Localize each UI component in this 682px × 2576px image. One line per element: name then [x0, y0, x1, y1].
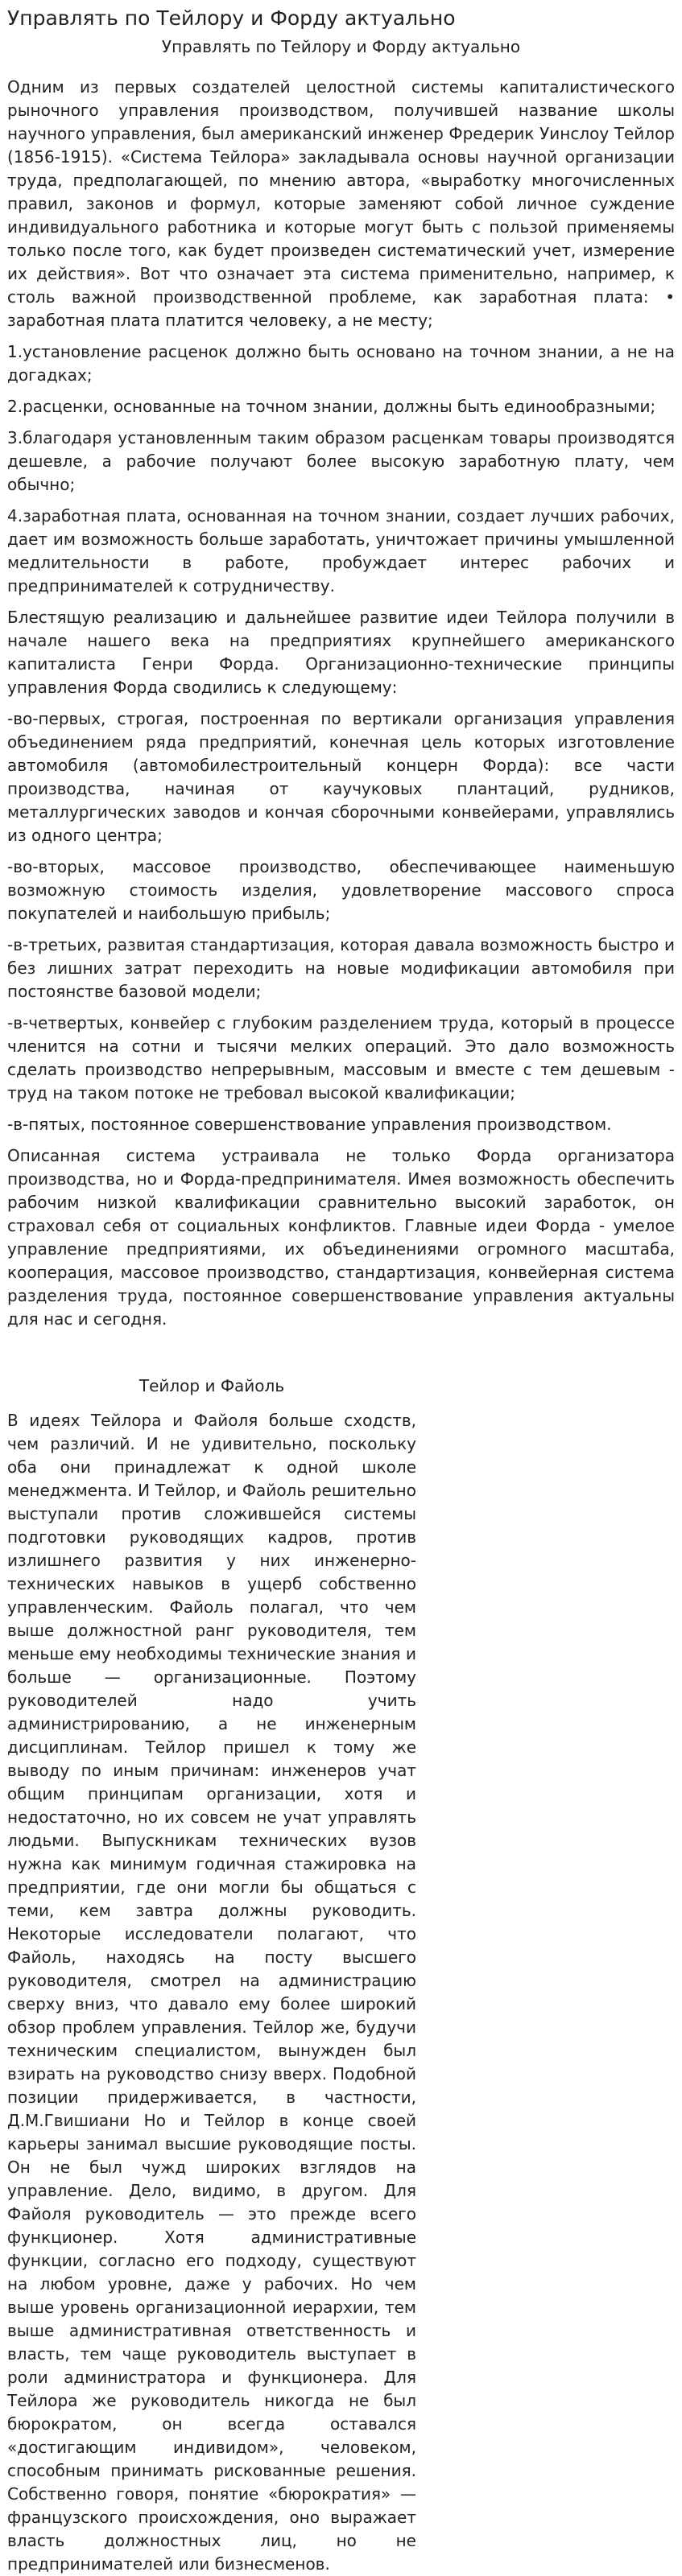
paragraph-ford-first: -во-первых, строгая, построенная по вертикали организация управления объединением ряда предприятий, конечная цель которых изготовление автомобиля (автомобилестроительный концерн Форда): все части производства, начиная от каучуковых плантаций, рудников, металлургических заводов и кончая сборочными конвейерами, управлялись из одного центра;: [7, 709, 675, 845]
paragraph-rule-3: 3.благодаря установленным таким образом расценкам товары производятся дешевле, а рабочие получают более высокую заработную плату, чем обычно;: [7, 428, 675, 494]
paragraph-conclusion: Описанная система устраивала не только Форда организатора производства, но и Форда-предпринимателя. Имея возможность обеспечить рабочим низкой квалификации сравнительно высокий заработок, он страховал себя от социальных конфликтов. Главные идеи Форда - умелое управление предприятиями, их объединениями огромного масштаба, кооперация, массовое производство, стандартизация, конвейерная система разделения труда, постоянное совершенствование управления актуальны для нас и сегодня.: [7, 1146, 675, 1329]
paragraph-intro: Одним из первых создателей целостной системы капиталистического рыночного управления производством, получившей название школы научного управления, был американский инженер Фредерик Уинслоу Тейлор (1856-1915). «Система Тейлора» закладывала основы научной организации труда, предполагающей, по мнению автора, «выработку многочисленных правил, законов и формул, которые заменяют собой личное суждение индивидуального работника и которые могут быть с пользой применяемы только после того, как будет произведен систематический учет, измерение их действия». Вот что означает эта система применительно, например, к столь важной производственной проблеме, как заработная плата: • заработная плата платится человеку, а не месту;: [7, 77, 675, 330]
paragraph-ford-third: -в-третьих, развитая стандартизация, которая давала возможность быстро и без лишних затрат переходить на новые модификации автомобиля при постоянстве базовой модели;: [7, 935, 675, 1001]
article-subtitle: Управлять по Тейлору и Форду актуально: [161, 37, 521, 56]
paragraph-rule-4: 4.заработная плата, основанная на точном знании, создает лучших рабочих, дает им возможность больше заработать, уничтожает причины умышленной медлительности в работе, пробуждает интерес рабочих и предпринимателей к сотрудничеству.: [7, 506, 675, 596]
paragraph-ford-fifth: -в-пятых, постоянное совершенствование управления производством.: [7, 1115, 612, 1134]
page-title: Управлять по Тейлору и Форду актуально: [7, 6, 456, 30]
section-taylor-ford: [7, 76, 675, 1331]
paragraph-ford-fourth: -в-четвертых, конвейер с глубоким разделением труда, который в процессе членится на сотни и тысячи мелких операций. Это дало возможность сделать производство непрерывным, массовым и вместе с тем дешевым - труд на таком потоке не требовал высокой квалификации;: [7, 1013, 675, 1103]
paragraph-taylor-fayol: В идеях Тейлора и Файоля больше сходств, чем различий. И не удивительно, поскольку оба они принадлежат к одной школе менеджмента. И Тейлор, и Файоль решительно выступали против сложившейся системы подготовки руководящих кадров, против излишнего развития у них инженерно-технических навыков в ущерб собственно управленческим. Файоль полагал, что чем выше должностной ранг руководителя, тем меньше ему необходимы технические знания и больше — организационные. Поэтому руководителей надо учить администрированию, а не инженерным дисциплинам. Тейлор пришел к тому же выводу по иным причинам: инженеров учат общим принципам организации, хотя и недостаточно, но их совсем не учат управлять людьми. Выпускникам технических вузов нужна как минимум годичная стажировка на предприятии, где они могли бы общаться с теми, кем завтра должны руководить. Некоторые исследователи полагают, что Файоль, находясь на посту высшего руководителя, смотрел на администрацию сверху вниз, что давало ему более широкий обзор проблем управления. Тейлор же, будучи техническим специалистом, вынужден был взирать на руководство снизу вверх. Подобной позиции придерживается, в частности, Д.М.Гвишиани Но и Тейлор в конце своей карьеры занимал высшие руководящие посты. Он не был чужд широких взглядов на управление. Дело, видимо, в другом. Для Файоля руководитель — это прежде всего функционер. Хотя административные функции, согласно его подходу, существуют на любом уровне, даже у рабочих. Но чем выше уровень организационной иерархии, тем выше административная ответственность и власть, тем чаще руководитель выступает в роли администратора и функционера. Для Тейлора же руководитель никогда не был бюрократом, он всегда оставался «достигающим индивидом», человеком, способным принимать рискованные решения. Собственно говоря, понятие «бюрократия» — французского происхождения, оно выражает власть должностных лиц, но не предпринимателей или бизнесменов.: [7, 1411, 416, 2574]
paragraph-ford-intro: Блестящую реализацию и дальнейшее развитие идеи Тейлора получили в начале нашего века на предприятиях крупнейшего американского капиталиста Генри Форда. Организационно-технические принципы управления Форда сводились к следующему:: [7, 608, 675, 697]
paragraph-rule-2: 2.расценки, основанные на точном знании, должны быть единообразными;: [7, 397, 656, 416]
section-taylor-fayol: [7, 1375, 416, 2576]
paragraph-ford-second: -во-вторых, массовое производство, обеспечивающее наименьшую возможную стоимость изделия, удовлетворение массового спроса покупателей и наибольшую прибыль;: [7, 857, 675, 923]
paragraph-rule-1: 1.установление расценок должно быть основано на точном знании, а не на догадках;: [7, 342, 675, 385]
section-title: Тейлор и Файоль: [138, 1376, 285, 1395]
